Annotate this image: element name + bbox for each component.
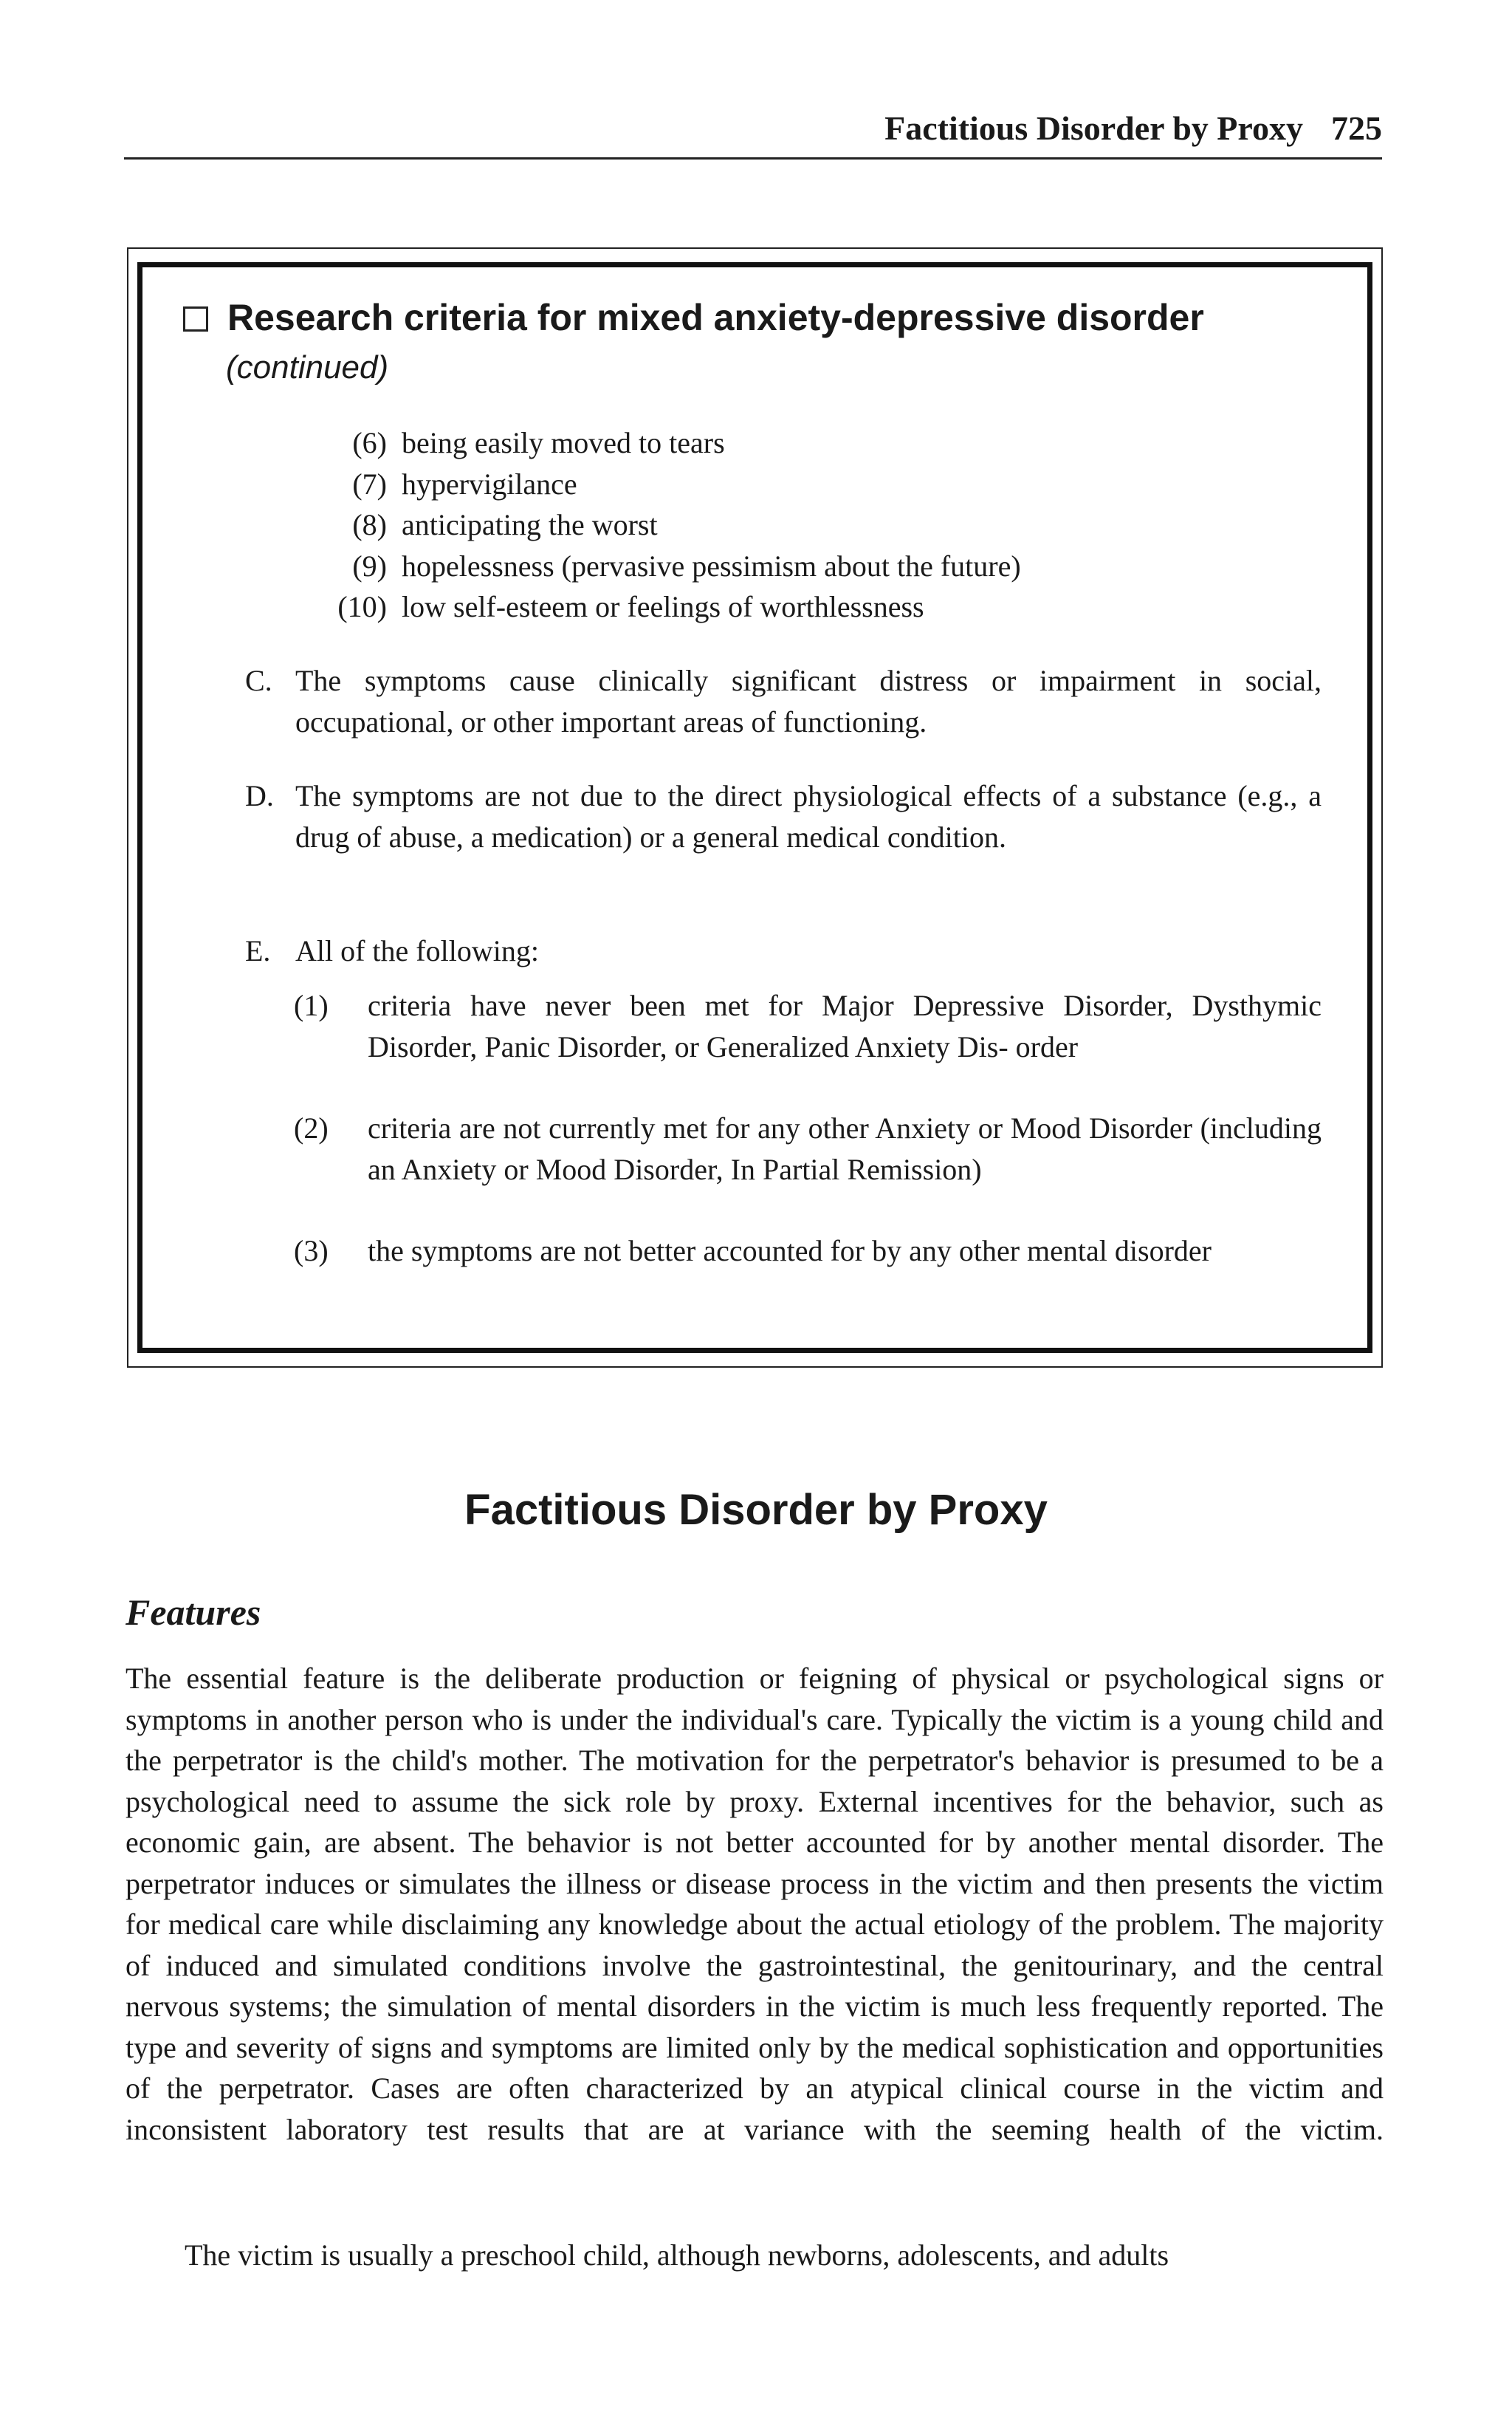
criterion-e-letter: E. xyxy=(245,934,271,967)
list-item-number: (8) xyxy=(352,508,387,541)
list-item-number: (7) xyxy=(352,467,387,501)
criterion-e-item-number: (1) xyxy=(294,989,329,1022)
running-head-title: Factitious Disorder by Proxy xyxy=(884,109,1303,147)
list-item-number: (9) xyxy=(352,549,387,583)
criteria-title-text: Research criteria for mixed anxiety-depressive disorder xyxy=(227,297,1204,338)
list-item-text: hopelessness (pervasive pessimism about the future) xyxy=(402,549,1021,583)
criterion-d xyxy=(245,775,1322,857)
body-paragraph-text: The essential feature is the deliberate production or feigning of physical or psychological signs or symptoms in another person who is under the individual's care. Typically the victim is a young child and the perpetrator is the child's mother. The motivation for the perpetrator's behavior is presumed to be a psychological need to assume the sick role by proxy. External incentives for the behavior, such as economic gain, are absent. The behavior is not better accounted for by another mental disorder. The perpetrator induces or simulates the illness or disease process in the victim and then presents the victim for medical care while disclaiming any knowledge about the actual etiology of the problem. The majority of induced and simulated conditions involve the gastrointestinal, the genitourinary, and the central nervous systems; the simulation of mental disorders in the victim is much less frequently reported. The type and severity of signs and symptoms are limited only by the medical sophistication and opportunities of the perpetrator. Cases are often characterized by an atypical clinical course in the victim and inconsistent laboratory test results that are at variance with the seeming health of the victim. xyxy=(126,1662,1384,2146)
body-paragraph-text: The victim is usually a preschool child, although newborns, adolescents, and adults xyxy=(185,2238,1169,2272)
list-item-text: low self-esteem or feelings of worthlessness xyxy=(402,590,924,623)
criterion-d-text: The symptoms are not due to the direct physiological effects of a substance (e.g., a drug of abuse, a medication) or a general medical condition. xyxy=(295,779,1322,854)
subheading-features: Features xyxy=(126,1591,261,1633)
criterion-e-item-number: (3) xyxy=(294,1234,329,1267)
list-item xyxy=(295,504,1021,546)
list-item-text: being easily moved to tears xyxy=(402,426,725,459)
criterion-d-letter: D. xyxy=(245,779,274,812)
criterion-e xyxy=(245,931,1322,972)
running-head xyxy=(124,109,1382,160)
criteria-box-title xyxy=(183,295,1204,340)
criterion-e-text: All of the following: xyxy=(295,934,539,967)
criterion-e-item-number: (2) xyxy=(294,1111,329,1145)
list-item xyxy=(295,422,1021,464)
list-item-text: anticipating the worst xyxy=(402,508,658,541)
criterion-e-item-text: the symptoms are not better accounted for by any other mental disorder xyxy=(368,1234,1212,1267)
criteria-box-subtitle: (continued) xyxy=(226,349,389,385)
criterion-e-item xyxy=(294,1230,1322,1272)
symptom-list xyxy=(295,422,1021,628)
criterion-c-text: The symptoms cause clinically significant distress or impairment in social, occupational, or other important areas of functioning. xyxy=(295,664,1322,739)
criterion-e-item xyxy=(294,985,1322,1067)
body-paragraph xyxy=(126,2235,1384,2276)
list-item-number: (10) xyxy=(337,590,387,623)
list-item-text: hypervigilance xyxy=(402,467,577,501)
checkbox-icon xyxy=(183,306,208,332)
criterion-e-item-text: criteria have never been met for Major Depressive Disorder, Dysthymic Disorder, Panic Disorder, or Generalized Anxiety Dis- order xyxy=(368,989,1322,1063)
list-item-number: (6) xyxy=(352,426,387,459)
criterion-e-item-text: criteria are not currently met for any other Anxiety or Mood Disorder (including an Anxiety or Mood Disorder, In Partial Remission) xyxy=(368,1111,1322,1186)
body-paragraph xyxy=(126,1658,1384,2150)
criterion-e-item xyxy=(294,1108,1322,1190)
list-item xyxy=(295,586,1021,628)
criterion-c-letter: C. xyxy=(245,664,272,697)
section-title: Factitious Disorder by Proxy xyxy=(464,1486,1048,1534)
page-number: 725 xyxy=(1331,109,1382,147)
list-item xyxy=(295,464,1021,505)
list-item xyxy=(295,546,1021,587)
criterion-c xyxy=(245,660,1322,742)
